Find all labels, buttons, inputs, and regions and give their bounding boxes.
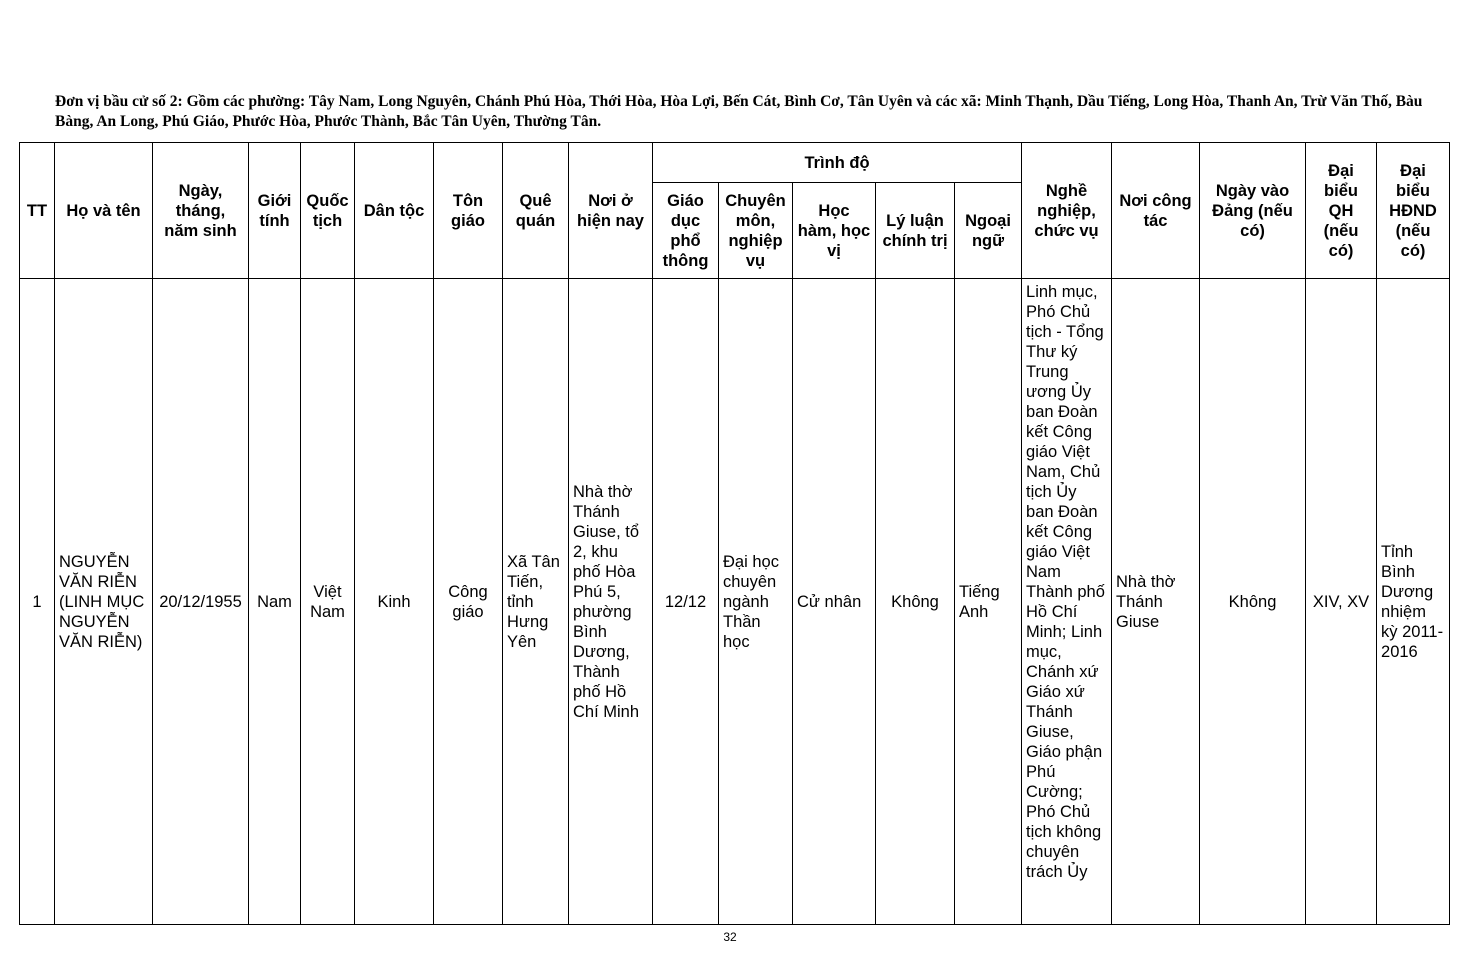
header-tt: TT: [20, 143, 55, 279]
header-education-level: Trình độ: [653, 143, 1022, 183]
cell-foreign-language: Tiếng Anh: [955, 279, 1022, 925]
header-academic-degree: Học hàm, học vị: [793, 183, 876, 279]
cell-workplace: Nhà thờ Thánh Giuse: [1112, 279, 1200, 925]
header-hometown: Quê quán: [503, 143, 569, 279]
header-religion: Tôn giáo: [434, 143, 503, 279]
header-political-theory: Lý luận chính trị: [876, 183, 955, 279]
cell-tt: 1: [20, 279, 55, 925]
cell-specialization: Đại học chuyên ngành Thần học: [719, 279, 793, 925]
cell-party-join-date: Không: [1200, 279, 1306, 925]
table-row: [20, 279, 1450, 925]
cell-nationality: Việt Nam: [301, 279, 355, 925]
cell-occupation: Linh mục, Phó Chủ tịch - Tổng Thư ký Trung ương Ủy ban Đoàn kết Công giáo Việt Nam, Chủ tịch Ủy ban Đoàn kết Công giáo Việt Nam Thành phố Hồ Chí Minh; Linh mục, Chánh xứ Giáo xứ Thánh Giuse, Giáo phận Phú Cường; Phó Chủ tịch không chuyên trách Ủy: [1022, 279, 1112, 925]
cell-na-delegate: XIV, XV: [1306, 279, 1377, 925]
header-general-education: Giáo dục phổ thông: [653, 183, 719, 279]
cell-ethnicity: Kinh: [355, 279, 434, 925]
cell-religion: Công giáo: [434, 279, 503, 925]
header-ethnicity: Dân tộc: [355, 143, 434, 279]
cell-political-theory: Không: [876, 279, 955, 925]
cell-academic-degree: Cử nhân: [793, 279, 876, 925]
constituency-description: Đơn vị bầu cử số 2: Gồm các phường: Tây Nam, Long Nguyên, Chánh Phú Hòa, Thới Hòa, Hòa Lợi, Bến Cát, Bình Cơ, Tân Uyên và các xã: Minh Thạnh, Dầu Tiếng, Long Hòa, Thanh An, Trừ Văn Thố, Bàu Bàng, An Long, Phú Giáo, Phước Hòa, Phước Thành, Bắc Tân Uyên, Thường Tân.: [55, 93, 1423, 130]
header-birth-date: Ngày, tháng, năm sinh: [153, 143, 249, 279]
cell-council-delegate: Tỉnh Bình Dương nhiệm kỳ 2011-2016: [1377, 279, 1450, 925]
header-specialization: Chuyên môn, nghiệp vụ: [719, 183, 793, 279]
header-party-join-date: Ngày vào Đảng (nếu có): [1200, 143, 1306, 279]
candidate-table: [19, 142, 1450, 925]
cell-birth-date: 20/12/1955: [153, 279, 249, 925]
header-gender: Giới tính: [249, 143, 301, 279]
header-council-delegate: Đại biểu HĐND (nếu có): [1377, 143, 1450, 279]
cell-gender: Nam: [249, 279, 301, 925]
cell-full-name: NGUYỄN VĂN RIỄN (LINH MỤC NGUYỄN VĂN RIỄN): [55, 279, 153, 925]
header-occupation: Nghề nghiệp, chức vụ: [1022, 143, 1112, 279]
header-residence: Nơi ở hiện nay: [569, 143, 653, 279]
header-workplace: Nơi công tác: [1112, 143, 1200, 279]
header-na-delegate: Đại biểu QH (nếu có): [1306, 143, 1377, 279]
cell-hometown: Xã Tân Tiến, tỉnh Hưng Yên: [503, 279, 569, 925]
cell-general-education: 12/12: [653, 279, 719, 925]
cell-residence: Nhà thờ Thánh Giuse, tổ 2, khu phố Hòa Phú 5, phường Bình Dương, Thành phố Hồ Chí Minh: [569, 279, 653, 925]
header-full-name: Họ và tên: [55, 143, 153, 279]
header-nationality: Quốc tịch: [301, 143, 355, 279]
page-number: 32: [723, 930, 737, 944]
header-foreign-language: Ngoại ngữ: [955, 183, 1022, 279]
